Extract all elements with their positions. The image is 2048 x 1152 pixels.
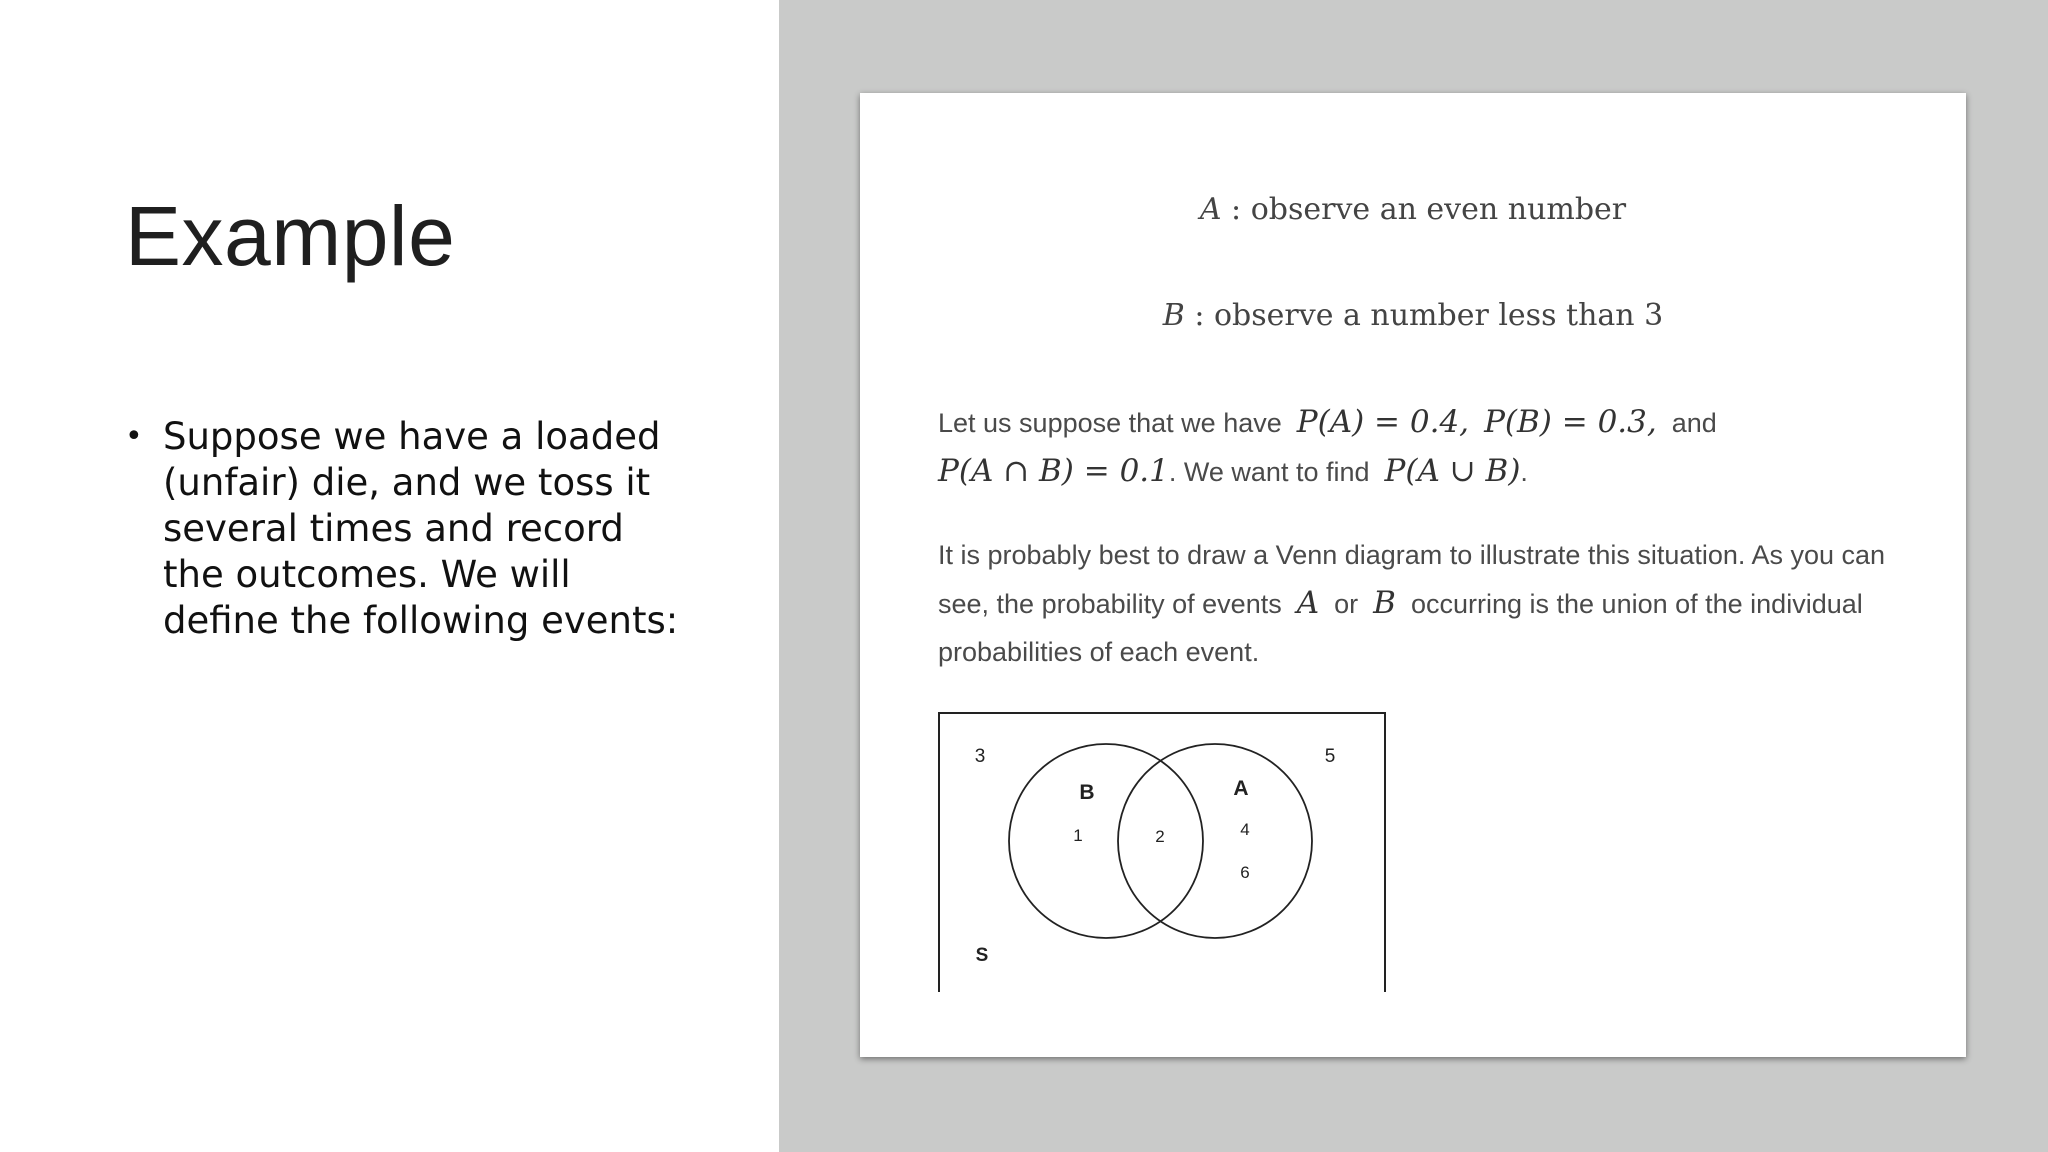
math-p-a-or-b: P(A ∪ B) xyxy=(1384,453,1521,489)
probability-paragraph xyxy=(938,398,1898,496)
para1-text-2: and xyxy=(1671,408,1717,438)
embedded-image-card xyxy=(860,93,1966,1057)
only-a-value-6: 6 xyxy=(1240,863,1250,882)
math-p-b: P(B) = 0.3, xyxy=(1484,404,1657,440)
event-b-definition xyxy=(860,298,1966,333)
label-a: A xyxy=(1233,777,1249,800)
venn-explanation-paragraph xyxy=(938,531,1898,676)
label-b: B xyxy=(1079,781,1095,804)
venn-diagram xyxy=(938,712,1386,992)
only-a-value-4: 4 xyxy=(1240,820,1250,839)
bullet-item xyxy=(125,414,685,644)
circle-a xyxy=(1118,744,1312,938)
intersection-value: 2 xyxy=(1155,827,1165,846)
event-a-definition xyxy=(860,192,1966,227)
para1-text-4: . xyxy=(1520,457,1528,487)
event-a-text: : observe an even number xyxy=(1221,192,1627,227)
outside-value-3: 3 xyxy=(974,746,986,767)
para2-text-1: It is probably best to draw a Venn diagram to illustrate this situation. As you can see, the probability of events xyxy=(938,540,1886,619)
para2-text-2: or xyxy=(1334,589,1359,619)
math-p-a: P(A) = 0.4, xyxy=(1296,404,1470,440)
para1-text-3: . We want to find xyxy=(1168,457,1370,487)
slide-left-panel xyxy=(0,0,779,1152)
para2-text-3: occurring is the union of the individual probabilities of each event. xyxy=(938,589,1863,667)
only-b-value: 1 xyxy=(1073,826,1083,845)
circle-b xyxy=(1009,744,1203,938)
sample-space-box xyxy=(939,713,1385,992)
outside-value-5: 5 xyxy=(1324,746,1336,767)
event-a-symbol: A xyxy=(1199,192,1222,227)
para1-text-1: Let us suppose that we have xyxy=(938,408,1282,438)
event-b-text: : observe a number less than 3 xyxy=(1184,298,1664,333)
bullet-dot-icon: • xyxy=(125,419,143,454)
math-event-b: B xyxy=(1373,585,1396,621)
math-p-a-and-b: P(A ∩ B) = 0.1 xyxy=(938,453,1169,489)
event-b-symbol: B xyxy=(1162,298,1185,333)
sample-space-label: S xyxy=(975,945,989,966)
slide-title: Example xyxy=(125,189,456,283)
math-event-a: A xyxy=(1296,585,1320,621)
bullet-text: Suppose we have a loaded (unfair) die, and we toss it several times and record the outcomes. We will define the following events: xyxy=(163,415,679,642)
